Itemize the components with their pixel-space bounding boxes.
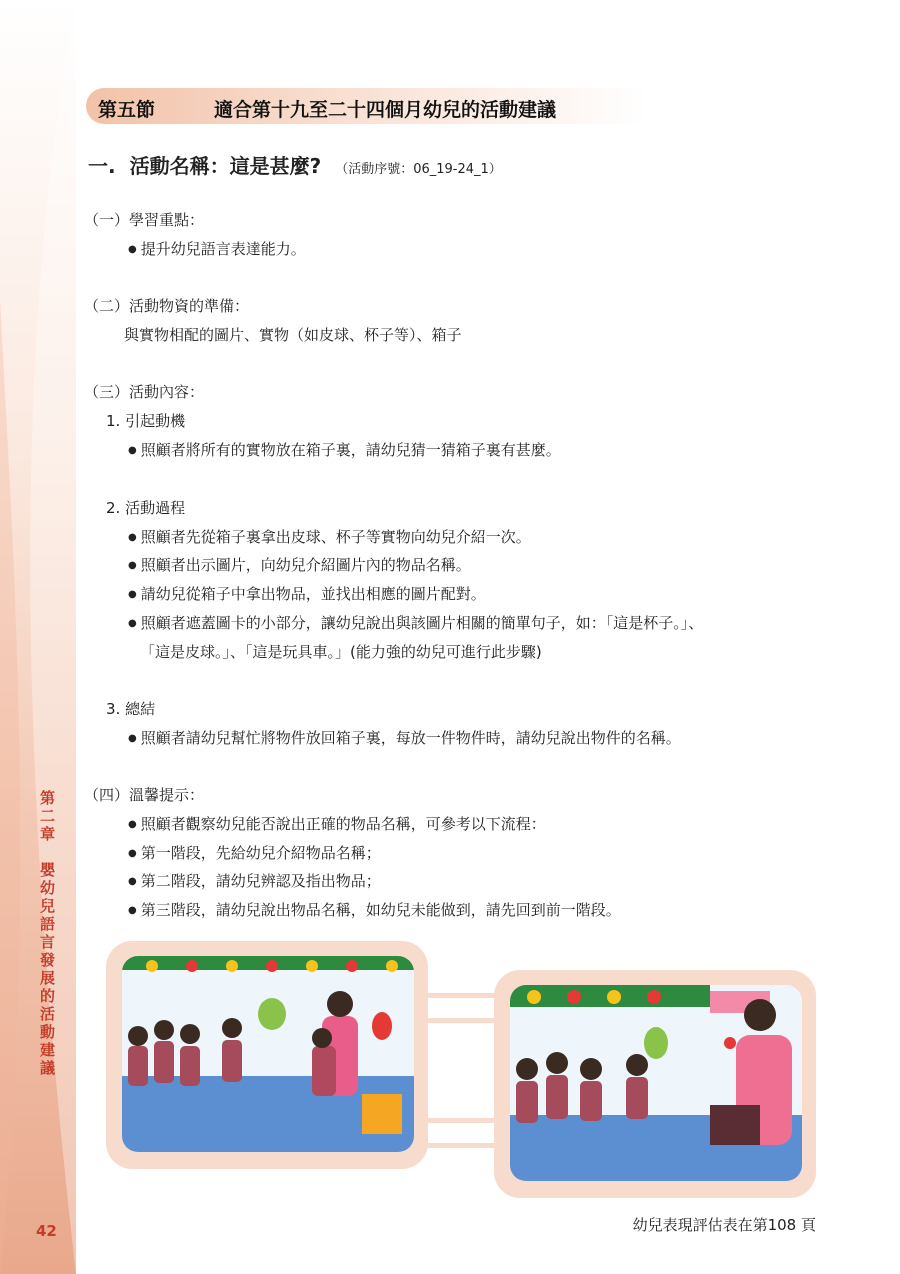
tips-heading: （四）溫馨提示： xyxy=(84,786,205,804)
frame-connector xyxy=(424,1118,498,1123)
step2-bullet: ● 照顧者出示圖片，向幼兒介紹圖片內的物品名稱。 xyxy=(128,555,471,578)
section-number: 第五節 xyxy=(98,99,156,121)
frame-connector xyxy=(424,993,498,998)
step2-bullet: ● 照顧者先從箱子裏拿出皮球、杯子等實物向幼兒介紹一次。 xyxy=(128,527,531,550)
classroom-illustration xyxy=(510,985,802,1181)
tips-bullet: ● 第一階段，先給幼兒介紹物品名稱； xyxy=(128,843,381,866)
materials-heading: （二）活動物資的準備： xyxy=(84,297,250,315)
learning-bullet: ● 提升幼兒語言表達能力。 xyxy=(128,239,306,262)
step2-bullet: ● 照顧者遮蓋圖卡的小部分，讓幼兒說出與該圖片相關的簡單句子，如：「這是杯子。」、 xyxy=(128,613,703,636)
activity-title: 活動名稱：這是甚麼? xyxy=(129,154,322,178)
page-number: 42 xyxy=(36,1222,57,1240)
step3-bullet: ● 照顧者請幼兒幫忙將物件放回箱子裏，每放一件物件時，請幼兒說出物件的名稱。 xyxy=(128,728,681,751)
section-title-band xyxy=(86,88,646,124)
activity-serial: （活動序號：06_19-24_1） xyxy=(335,162,502,177)
step1-bullet: ● 照顧者將所有的實物放在箱子裏，請幼兒猜一猜箱子裏有甚麼。 xyxy=(128,440,561,463)
step2-continuation: 「這是皮球。」、「這是玩具車。」(能力強的幼兒可進行此步驟) xyxy=(140,643,542,661)
sidebar-decoration xyxy=(0,0,76,1274)
activity-number: 一. xyxy=(88,154,116,178)
tips-bullet: ● 第三階段，請幼兒說出物品名稱，如幼兒未能做到，請先回到前一階段。 xyxy=(128,900,621,923)
activity-heading xyxy=(88,150,502,179)
step1-title: 1. 引起動機 xyxy=(106,412,186,430)
activity-photo xyxy=(510,985,802,1181)
classroom-illustration xyxy=(122,956,414,1152)
frame-connector xyxy=(424,1018,498,1023)
content-heading: （三）活動內容： xyxy=(84,383,205,401)
frame-connector xyxy=(424,1143,498,1148)
activity-photo xyxy=(122,956,414,1152)
section-title: 適合第十九至二十四個月幼兒的活動建議 xyxy=(214,99,557,121)
chapter-label: 第二章 嬰幼兒語言發展的活動建議 xyxy=(38,790,56,1078)
step2-title: 2. 活動過程 xyxy=(106,499,186,517)
assessment-reference: 幼兒表現評估表在第108 頁 xyxy=(632,1216,816,1234)
step2-bullet: ● 請幼兒從箱子中拿出物品，並找出相應的圖片配對。 xyxy=(128,584,486,607)
tips-bullet: ● 照顧者觀察幼兒能否說出正確的物品名稱，可參考以下流程： xyxy=(128,814,546,837)
tips-bullet: ● 第二階段，請幼兒辨認及指出物品； xyxy=(128,871,381,894)
materials-text: 與實物相配的圖片、實物（如皮球、杯子等）、箱子 xyxy=(124,326,462,344)
learning-heading: （一）學習重點： xyxy=(84,211,205,229)
step3-title: 3. 總結 xyxy=(106,700,156,718)
